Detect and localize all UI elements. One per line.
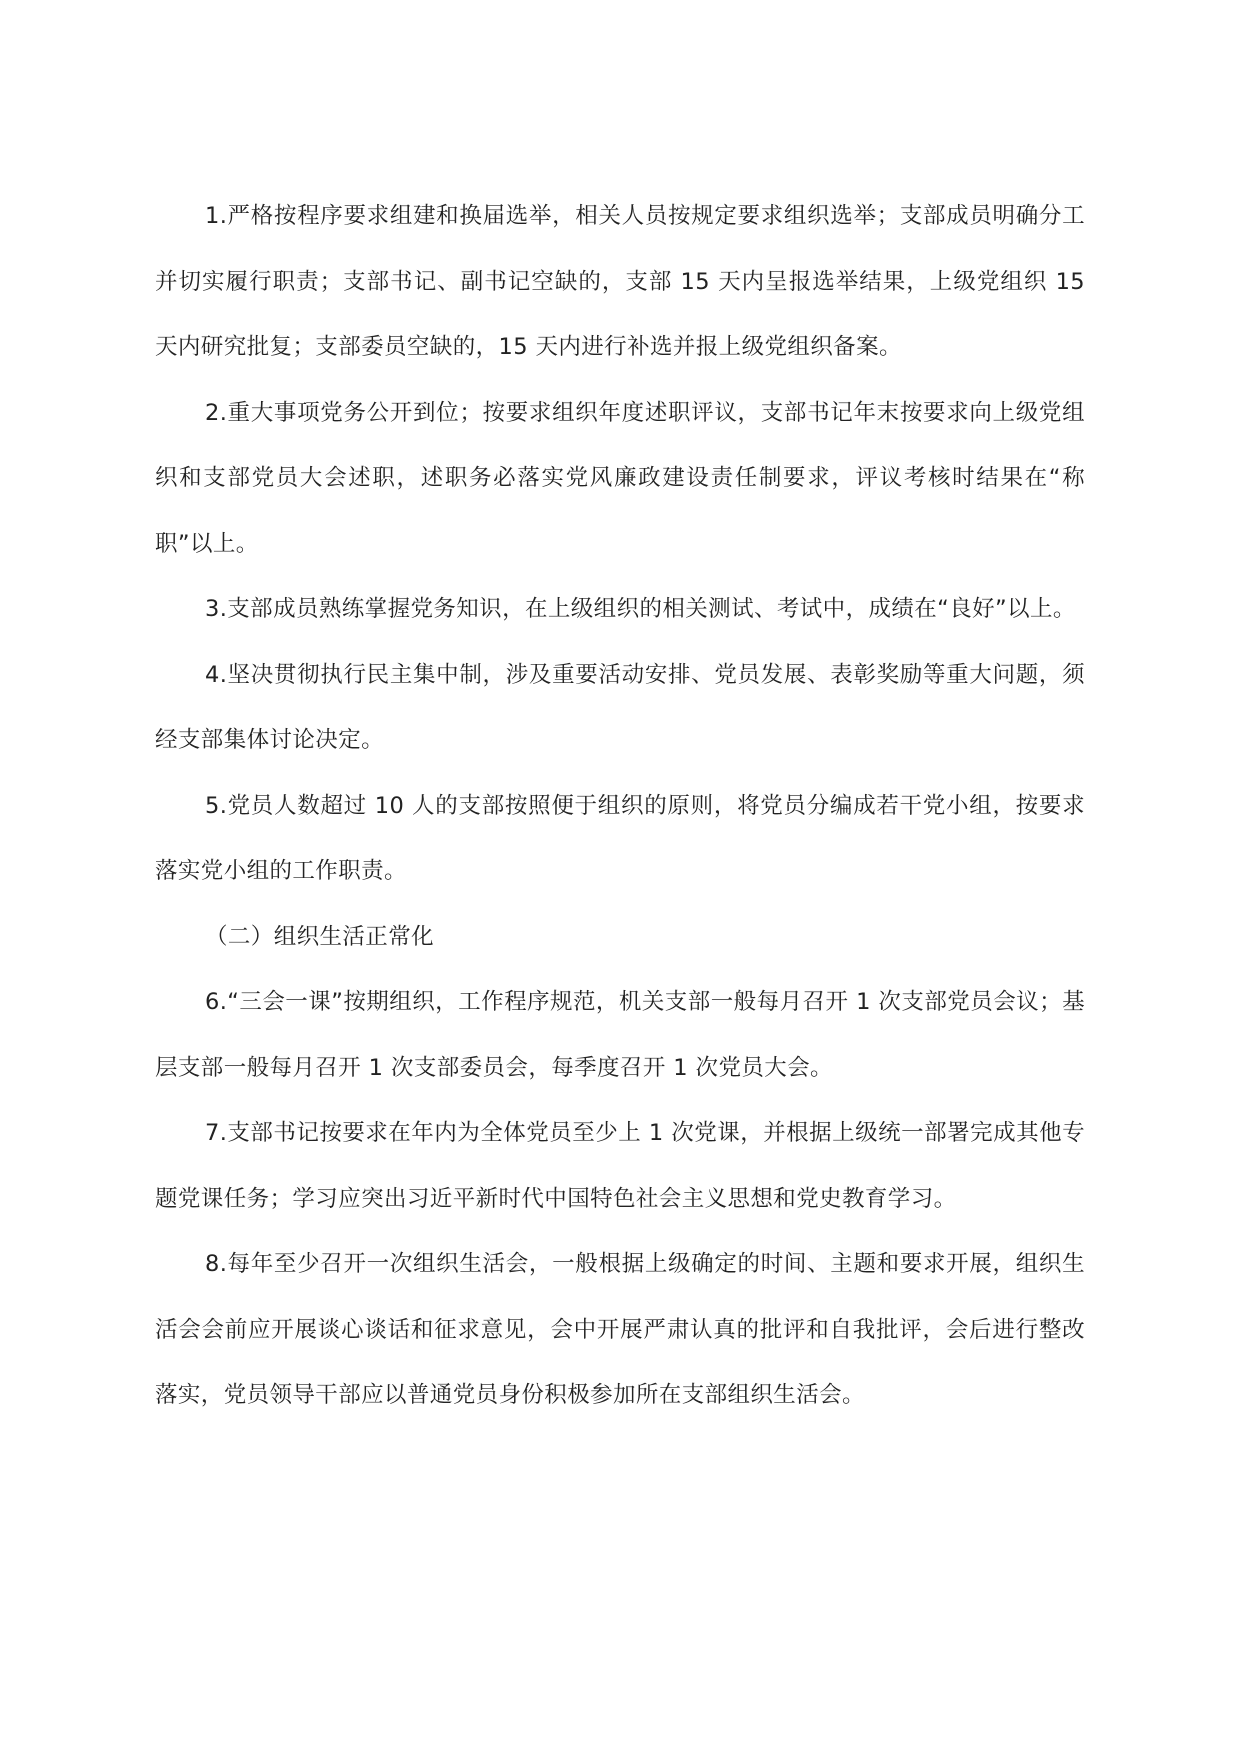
paragraph-item-4: 4.坚决贯彻执行民主集中制，涉及重要活动安排、党员发展、表彰奖励等重大问题，须经支部集体讨论决定。: [155, 661, 1085, 753]
paragraph-item-8: 8.每年至少召开一次组织生活会，一般根据上级确定的时间、主题和要求开展，组织生活会会前应开展谈心谈话和征求意见，会中开展严肃认真的批评和自我批评，会后进行整改落实，党员领导干部应以普通党员身份积极参加所在支部组织生活会。: [155, 1251, 1085, 1408]
paragraph-item-2: 2.重大事项党务公开到位；按要求组织年度述职评议，支部书记年末按要求向上级党组织和支部党员大会述职，述职务必落实党风廉政建设责任制要求，评议考核时结果在“称职”以上。: [155, 399, 1085, 557]
paragraph-item-5: 5.党员人数超过 10 人的支部按照便于组织的原则，将党员分编成若干党小组，按要求落实党小组的工作职责。: [155, 792, 1085, 884]
paragraph-item-7: 7.支部书记按要求在年内为全体党员至少上 1 次党课，并根据上级统一部署完成其他专题党课任务；学习应突出习近平新时代中国特色社会主义思想和党史教育学习。: [155, 1120, 1085, 1212]
document-body: [155, 184, 1085, 1429]
paragraph-item-3: 3.支部成员熟练掌握党务知识，在上级组织的相关测试、考试中，成绩在“良好”以上。: [205, 596, 1076, 622]
paragraph-item-6: 6.“三会一课”按期组织，工作程序规范，机关支部一般每月召开 1 次支部党员会议；基层支部一般每月召开 1 次支部委员会，每季度召开 1 次党员大会。: [155, 989, 1085, 1081]
section-heading: （二）组织生活正常化: [205, 923, 435, 950]
paragraph-item-1: 1.严格按程序要求组建和换届选举，相关人员按规定要求组织选举；支部成员明确分工并切实履行职责；支部书记、副书记空缺的，支部 15 天内呈报选举结果，上级党组织 15 天内研究批复；支部委员空缺的，15 天内进行补选并报上级党组织备案。: [155, 203, 1085, 360]
